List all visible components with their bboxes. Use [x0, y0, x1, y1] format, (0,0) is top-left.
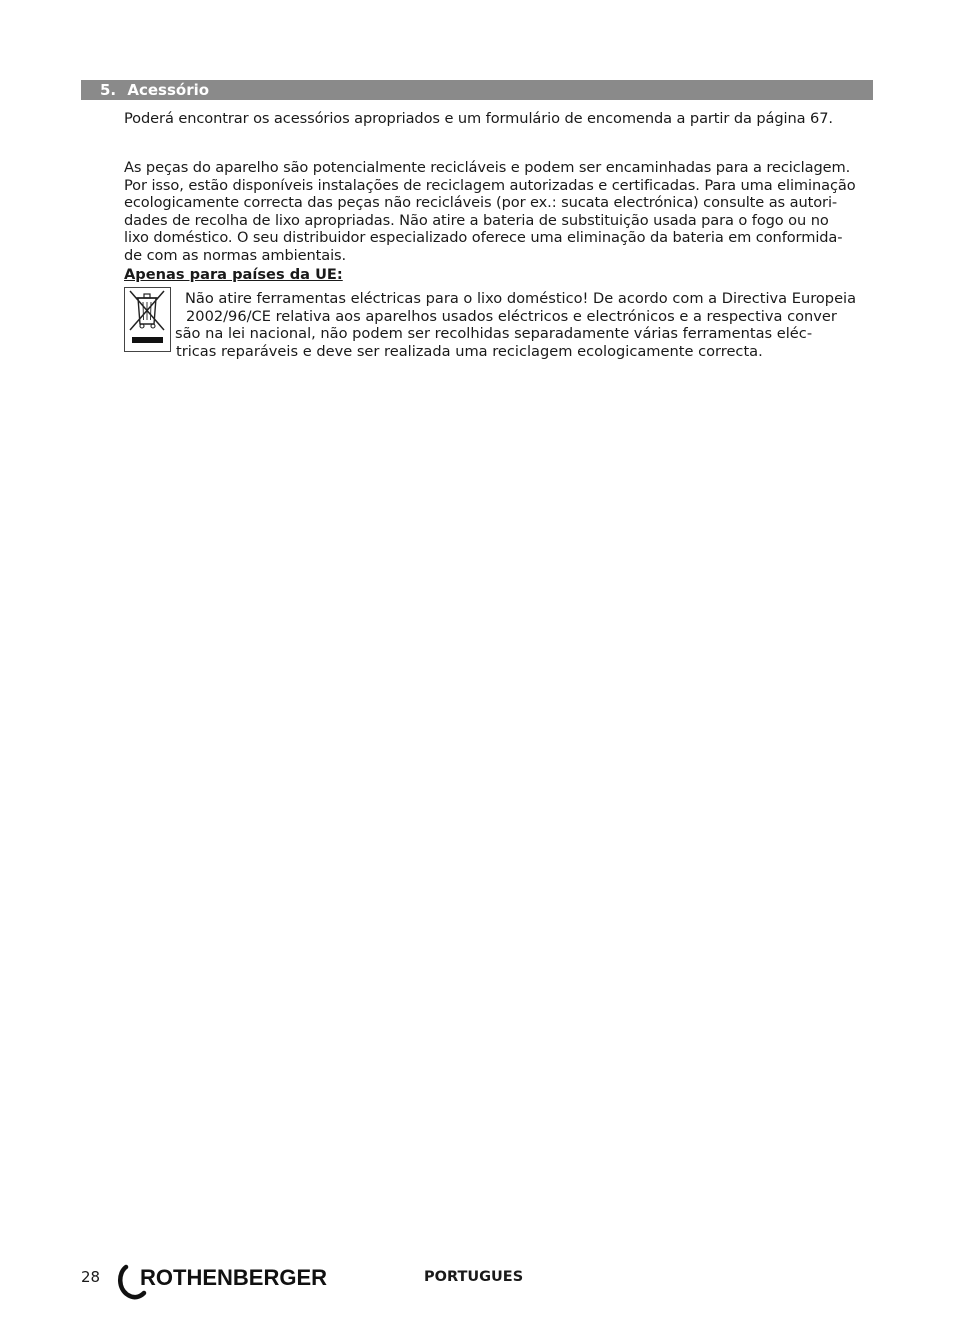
footer-language: PORTUGUES	[424, 1269, 524, 1285]
brand-logo	[116, 1263, 352, 1307]
section-title: Acessório	[127, 81, 210, 99]
recycling-line: lixo doméstico. O seu distribuidor especializado oferece uma eliminação da bateria em conformida-	[124, 229, 843, 246]
section-number: 5.	[100, 81, 117, 99]
recycling-line: dades de recolha de lixo apropriadas. Não atire a bateria de substituição usada para o fogo ou no	[124, 211, 829, 229]
recycling-line: Por isso, estão disponíveis instalações de reciclagem autorizadas e certificadas. Para uma eliminação	[124, 176, 856, 194]
recycling-line: ecologicamente correcta das peças não recicláveis (por ex.: sucata electrónica) consulte as autori-	[124, 194, 838, 211]
recycling-line: As peças do aparelho são potencialmente recicláveis e podem ser encaminhadas para a reciclagem.	[124, 159, 851, 176]
eu-heading: Apenas para países da UE:	[124, 266, 343, 283]
weee-bin-icon	[124, 287, 171, 352]
eu-line: são na lei nacional, não podem ser recolhidas separadamente várias ferramentas eléc-	[175, 325, 813, 342]
eu-line: 2002/96/CE relativa aos aparelhos usados eléctricos e electrónicos e a respectiva conver	[186, 307, 837, 325]
section-header	[81, 80, 873, 100]
recycling-paragraph	[124, 159, 856, 264]
page-number: 28	[81, 1268, 101, 1286]
eu-line: tricas reparáveis e deve ser realizada uma reciclagem ecologicamente correcta.	[176, 342, 763, 360]
recycling-line: de com as normas ambientais.	[124, 246, 347, 264]
eu-line: Não atire ferramentas eléctricas para o lixo doméstico! De acordo com a Directiva Europeia	[185, 290, 857, 307]
accessories-paragraph: Poderá encontrar os acessórios apropriados e um formulário de encomenda a partir da página 67.	[124, 110, 833, 127]
brand-name: ROTHENBERGER	[140, 1265, 328, 1290]
